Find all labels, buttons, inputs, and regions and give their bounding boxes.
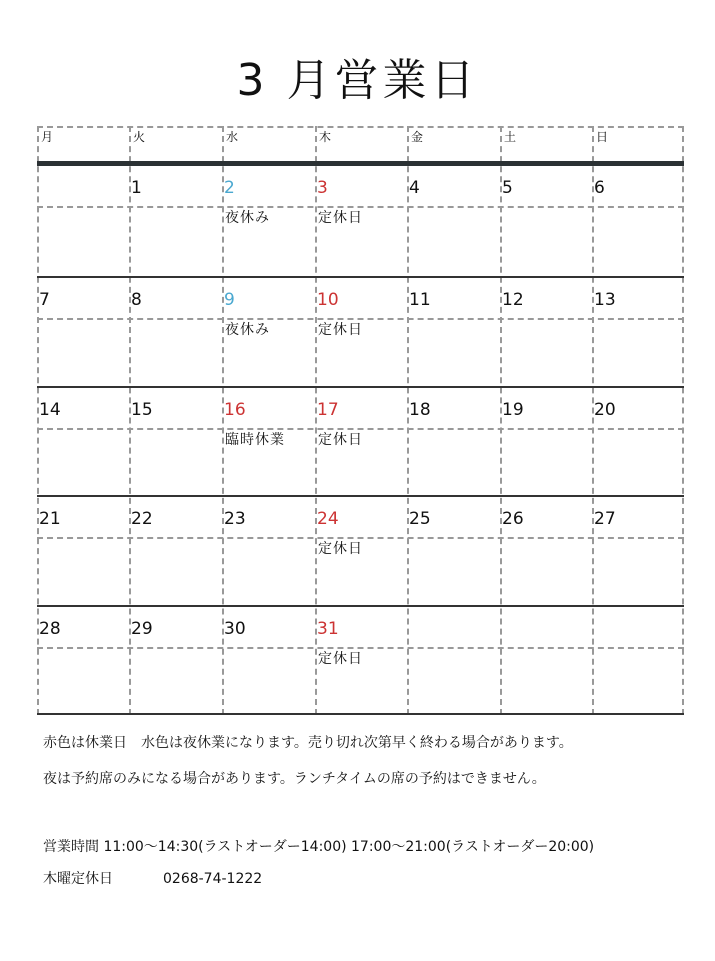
reservation-note: 夜は予約席のみになる場合があります。ランチタイムの席の予約はできません。: [43, 771, 546, 787]
day-note: 定休日: [318, 432, 363, 448]
day-number: 31: [317, 619, 339, 639]
day-number: 15: [131, 400, 153, 420]
grid-column-line: [592, 126, 594, 715]
day-number: 23: [224, 509, 246, 529]
phone-number: 0268-74-1222: [163, 871, 263, 887]
week-separator: [37, 495, 684, 497]
day-number: 18: [409, 400, 431, 420]
day-number: 17: [317, 400, 339, 420]
day-number: 7: [39, 290, 50, 310]
week-separator: [37, 605, 684, 607]
day-note: 定休日: [318, 322, 363, 338]
day-number: 2: [224, 178, 235, 198]
day-number: 29: [131, 619, 153, 639]
day-number: 13: [594, 290, 616, 310]
week-separator: [37, 276, 684, 278]
grid-bottom-line: [37, 713, 684, 715]
day-number: 20: [594, 400, 616, 420]
closed-day: 木曜定休日: [43, 871, 113, 887]
grid-column-line: [500, 126, 502, 715]
day-note-divider: [37, 206, 684, 208]
day-number: 30: [224, 619, 246, 639]
day-note: 定休日: [318, 541, 363, 557]
day-number: 4: [409, 178, 420, 198]
day-number: 9: [224, 290, 235, 310]
day-number: 8: [131, 290, 142, 310]
weekday-header: 金: [411, 130, 424, 144]
weekday-header: 月: [41, 130, 54, 144]
day-note: 定休日: [318, 210, 363, 226]
day-number: 1: [131, 178, 142, 198]
day-note: 夜休み: [225, 210, 270, 226]
day-number: 27: [594, 509, 616, 529]
calendar-grid: [37, 126, 684, 715]
day-number: 5: [502, 178, 513, 198]
day-note-divider: [37, 428, 684, 430]
day-number: 10: [317, 290, 339, 310]
weekday-header: 木: [319, 130, 332, 144]
day-number: 6: [594, 178, 605, 198]
grid-top-line: [37, 126, 684, 128]
day-number: 11: [409, 290, 431, 310]
day-number: 16: [224, 400, 246, 420]
weekday-header: 火: [133, 130, 146, 144]
grid-column-line: [407, 126, 409, 715]
week-separator: [37, 386, 684, 388]
day-number: 14: [39, 400, 61, 420]
day-number: 3: [317, 178, 328, 198]
day-number: 25: [409, 509, 431, 529]
day-note: 夜休み: [225, 322, 270, 338]
header-separator: [37, 161, 684, 166]
business-hours: 営業時間 11:00～14:30(ラストオーダー14:00) 17:00～21:00(ラストオーダー20:00): [43, 839, 595, 855]
weekday-header: 日: [596, 130, 609, 144]
day-note-divider: [37, 647, 684, 649]
day-number: 22: [131, 509, 153, 529]
weekday-header: 土: [504, 130, 517, 144]
legend-note: 赤色は休業日 水色は夜休業になります。売り切れ次第早く終わる場合があります。: [43, 735, 573, 751]
grid-column-line: [682, 126, 684, 715]
day-note-divider: [37, 537, 684, 539]
weekday-header: 水: [226, 130, 239, 144]
page-title: 3 月営業日: [236, 55, 479, 106]
day-note: 臨時休業: [225, 432, 285, 448]
day-number: 26: [502, 509, 524, 529]
day-note-divider: [37, 318, 684, 320]
day-number: 24: [317, 509, 339, 529]
day-number: 19: [502, 400, 524, 420]
day-number: 21: [39, 509, 61, 529]
day-number: 12: [502, 290, 524, 310]
day-number: 28: [39, 619, 61, 639]
day-note: 定休日: [318, 651, 363, 667]
